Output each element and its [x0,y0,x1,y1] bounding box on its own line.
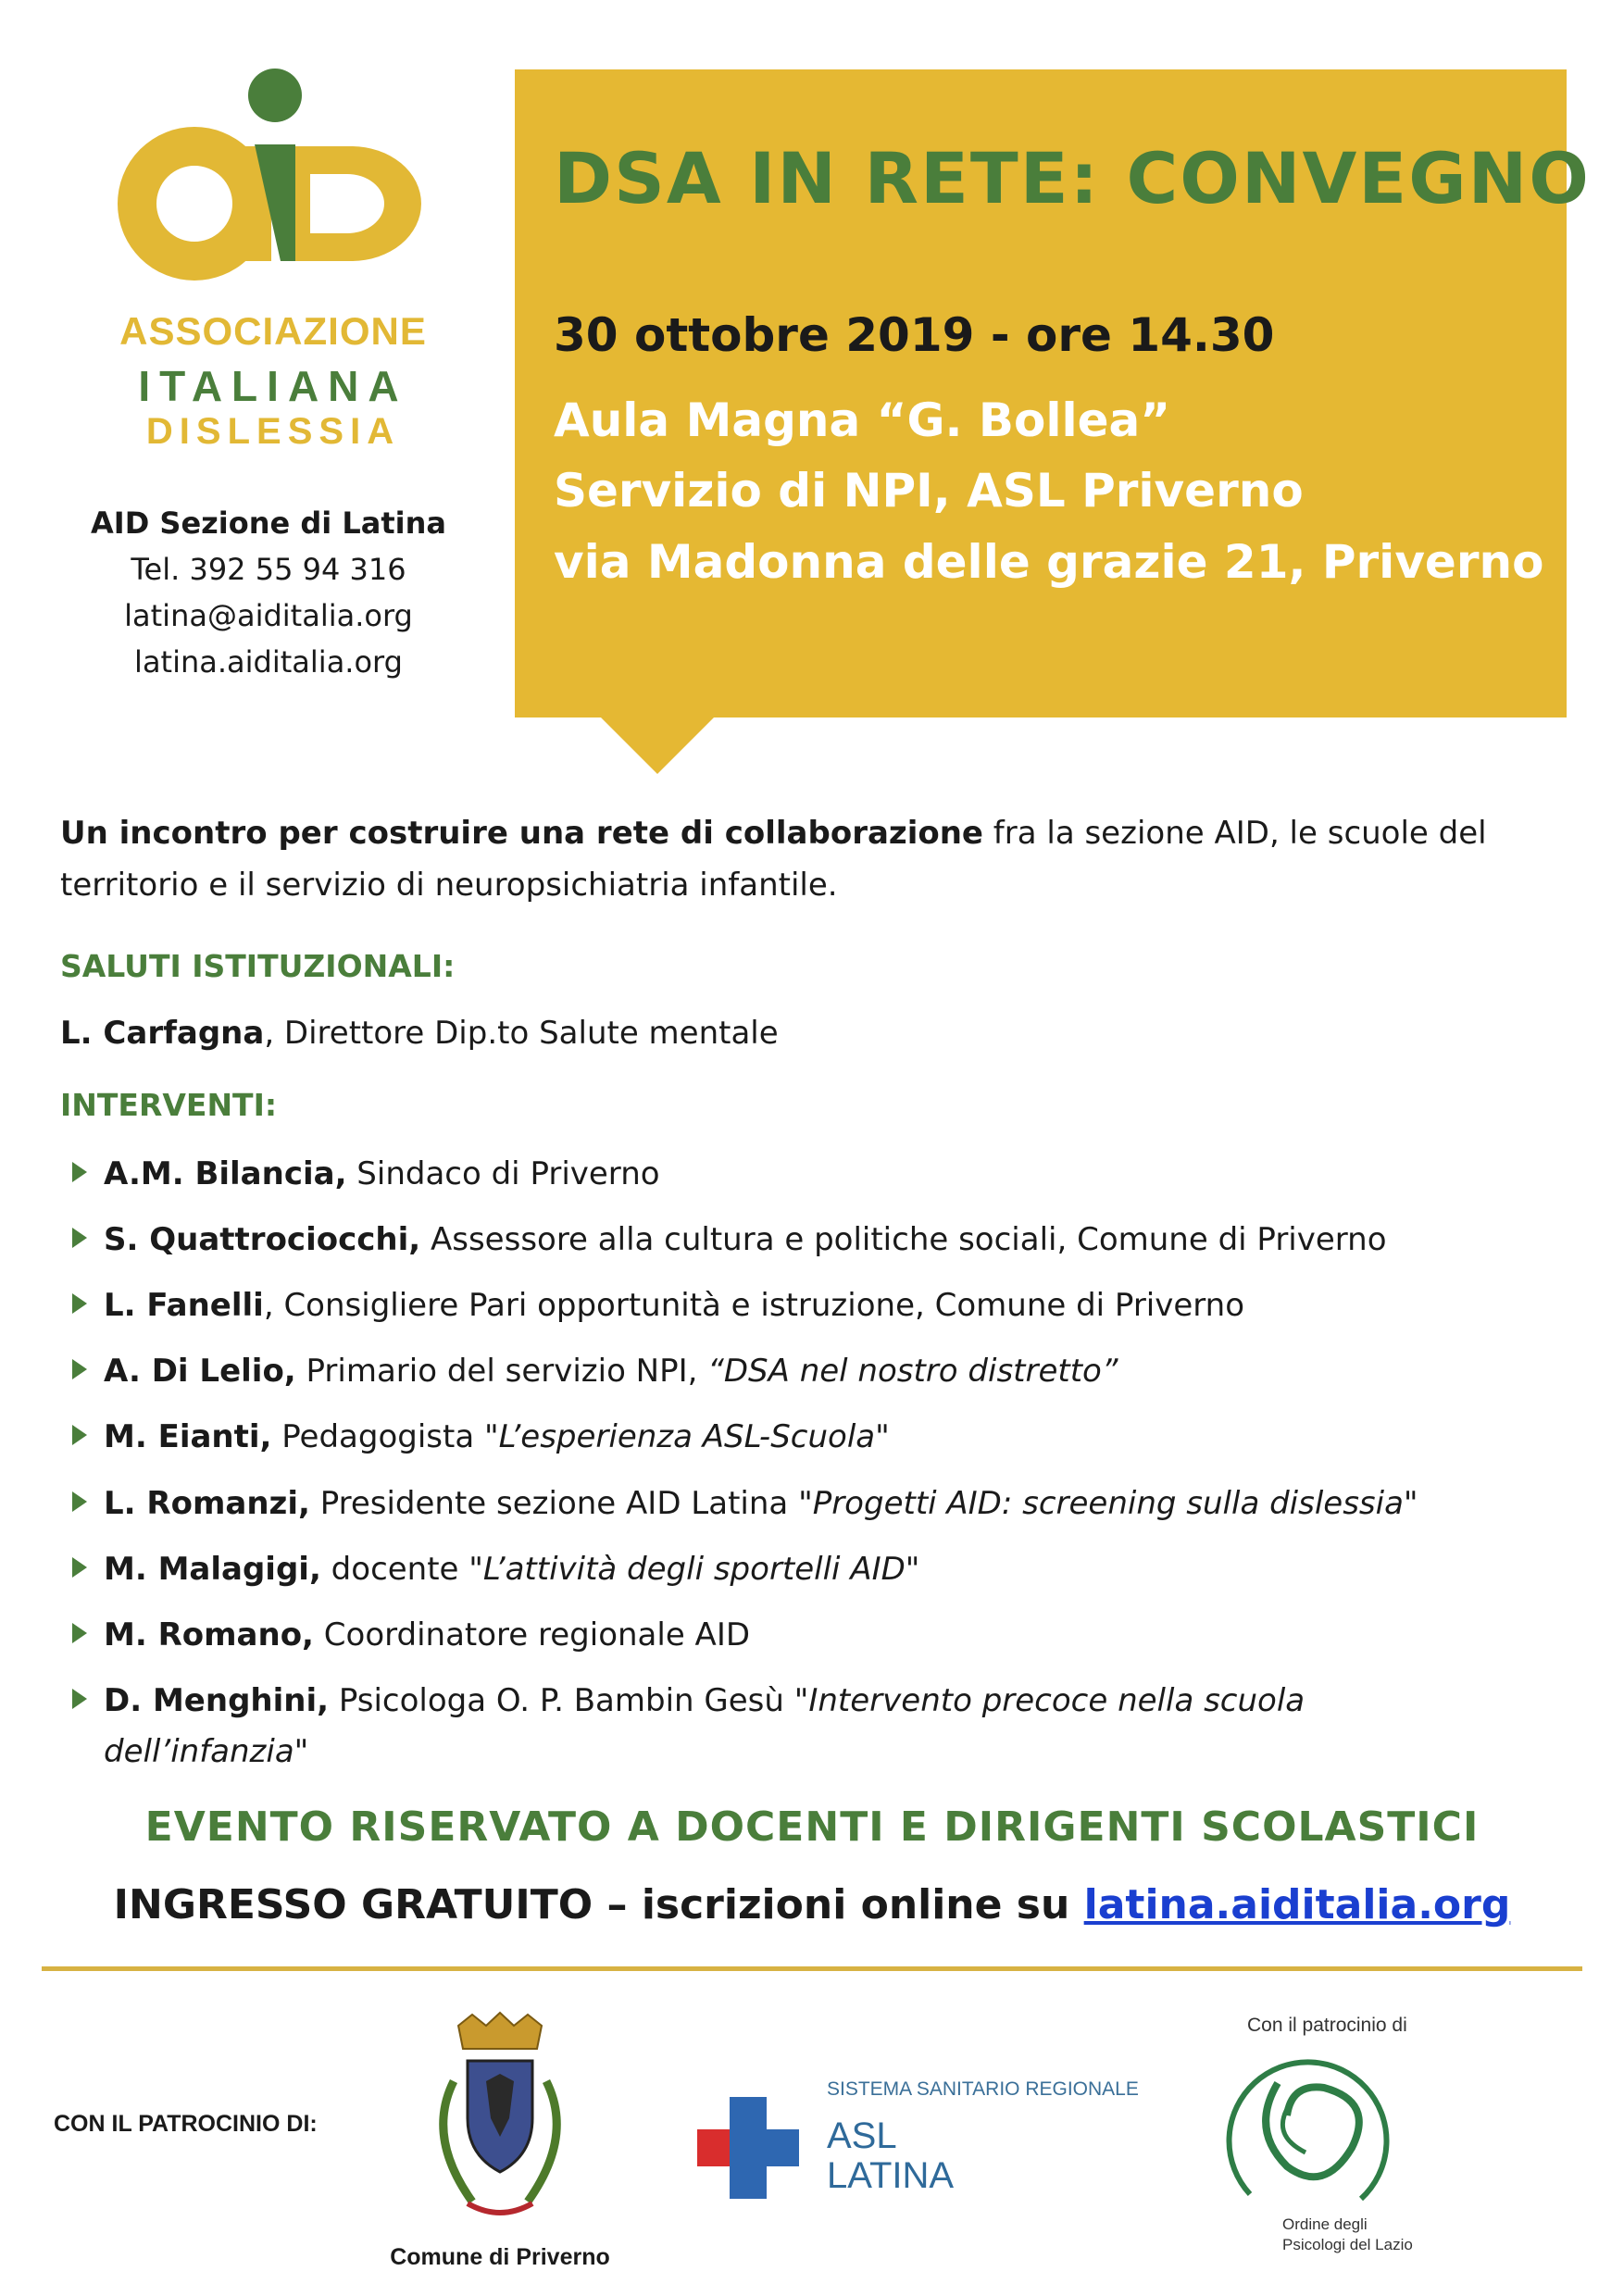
speaker-role: Sindaco di Priverno [346,1155,660,1192]
bullet-arrow-icon [72,1491,87,1512]
ordine-name-2: Psicologi del Lazio [1282,2236,1413,2253]
banner-tail [600,717,715,774]
speaker-role: Coordinatore regionale AID [313,1616,751,1653]
registration-link[interactable]: latina.aiditalia.org [1083,1881,1511,1928]
list-item [72,1616,750,1653]
list-item [72,1418,890,1455]
speaker-role: Assessore alla cultura e politiche sociali, Comune di Priverno [420,1221,1387,1258]
asl-name-2: LATINA [827,2155,955,2196]
bullet-arrow-icon [72,1623,87,1643]
list-item [72,1221,1387,1258]
event-date: 30 ottobre 2019 - ore 14.30 [554,308,1275,362]
aid-logo [116,65,431,454]
speaker-role: Psicologa O. P. Bambin Gesù [329,1682,794,1719]
list-item [72,1551,919,1588]
entry-notice [0,1881,1624,1928]
bullet-arrow-icon [72,1162,87,1182]
speaker-role: , Consigliere Pari opportunità e istruzione, Comune di Priverno [263,1287,1245,1324]
ordine-name-1: Ordine degli [1282,2215,1368,2233]
saluti-item [60,1015,779,1052]
saluti-name: L. Carfagna [60,1015,265,1052]
saluti-role: , Direttore Dip.to Salute mentale [264,1015,779,1052]
list-item [72,1353,1118,1390]
list-item [72,1287,1244,1324]
intro-line-1 [60,815,1487,852]
speaker-role: Presidente sezione AID Latina [309,1485,799,1522]
ordine-patronage-label: Con il patrocinio di [1247,2015,1407,2036]
speaker-name: S. Quattrociocchi, [104,1221,421,1258]
talk-title: "L’attività degli sportelli AID" [468,1551,920,1588]
reserved-notice: EVENTO RISERVATO A DOCENTI E DIRIGENTI SCOLASTICI [144,1803,1480,1851]
logo-word-italiana: ITALIANA [138,362,408,410]
speaker-name: M. Malagigi, [104,1551,321,1588]
ordine-psicologi-logo-icon [1213,2046,1398,2231]
asl-name-1: ASL [827,2115,897,2156]
bullet-arrow-icon [72,1557,87,1578]
speaker-name: D. Menghini, [104,1682,330,1719]
contact-phone: Tel. 392 55 94 316 [131,552,406,587]
patronage-label: CON IL PATROCINIO DI: [54,2111,318,2137]
speaker-name: A.M. Bilancia, [104,1155,347,1192]
talk-title: "L’esperienza ASL-Scuola" [484,1418,890,1455]
event-venue: Aula Magna “G. Bollea” [554,393,1171,447]
talk-title-continued: dell’infanzia" [104,1733,309,1770]
speaker-role: docente [320,1551,469,1588]
intro-bold: Un incontro per costruire una rete di collaborazione [60,815,983,852]
interventi-heading: INTERVENTI: [60,1087,278,1123]
event-service: Servizio di NPI, ASL Priverno [554,464,1304,518]
speaker-name: L. Romanzi, [104,1485,310,1522]
speaker-role: Pedagogista [271,1418,484,1455]
logo-word-associazione: ASSOCIAZIONE [119,309,427,353]
list-item [72,1155,660,1192]
bullet-arrow-icon [72,1228,87,1248]
divider [42,1966,1582,1971]
entry-text: INGRESSO GRATUITO – iscrizioni online su [113,1881,1084,1928]
event-address: via Madonna delle grazie 21, Priverno [554,535,1544,589]
list-item [72,1682,1305,1719]
bullet-arrow-icon [72,1689,87,1709]
talk-title: “DSA nel nostro distretto” [707,1353,1118,1390]
speaker-name: L. Fanelli [104,1287,264,1324]
speaker-name: M. Eianti, [104,1418,272,1455]
intro-line-2: territorio e il servizio di neuropsichiatria infantile. [60,867,838,904]
intro-rest: fra la sezione AID, le scuole del [982,815,1487,852]
talk-title: "Intervento precoce nella scuola [793,1682,1305,1719]
event-title: DSA IN RETE: CONVEGNO [554,137,1591,219]
speaker-name: M. Romano, [104,1616,314,1653]
contact-block [56,500,481,685]
speaker-role: Primario del servizio NPI, [295,1353,708,1390]
comune-caption: Comune di Priverno [390,2244,610,2270]
logo-word-dislessia: DISLESSIA [145,411,401,452]
talk-title: "Progetti AID: screening sulla dislessia" [798,1485,1418,1522]
contact-email[interactable]: latina@aiditalia.org [124,598,413,633]
bullet-arrow-icon [72,1293,87,1314]
asl-system-label: SISTEMA SANITARIO REGIONALE [827,2078,1139,2100]
aid-logo-mark-icon [116,65,431,310]
saluti-heading: SALUTI ISTITUZIONALI: [60,948,456,984]
list-item [72,1485,1418,1522]
bullet-arrow-icon [72,1425,87,1445]
comune-coat-of-arms-icon [417,2007,583,2239]
asl-cross-icon [697,2097,799,2199]
speaker-name: A. Di Lelio, [104,1353,296,1390]
contact-org: AID Sezione di Latina [91,505,446,541]
bullet-arrow-icon [72,1359,87,1379]
contact-site[interactable]: latina.aiditalia.org [134,644,403,680]
